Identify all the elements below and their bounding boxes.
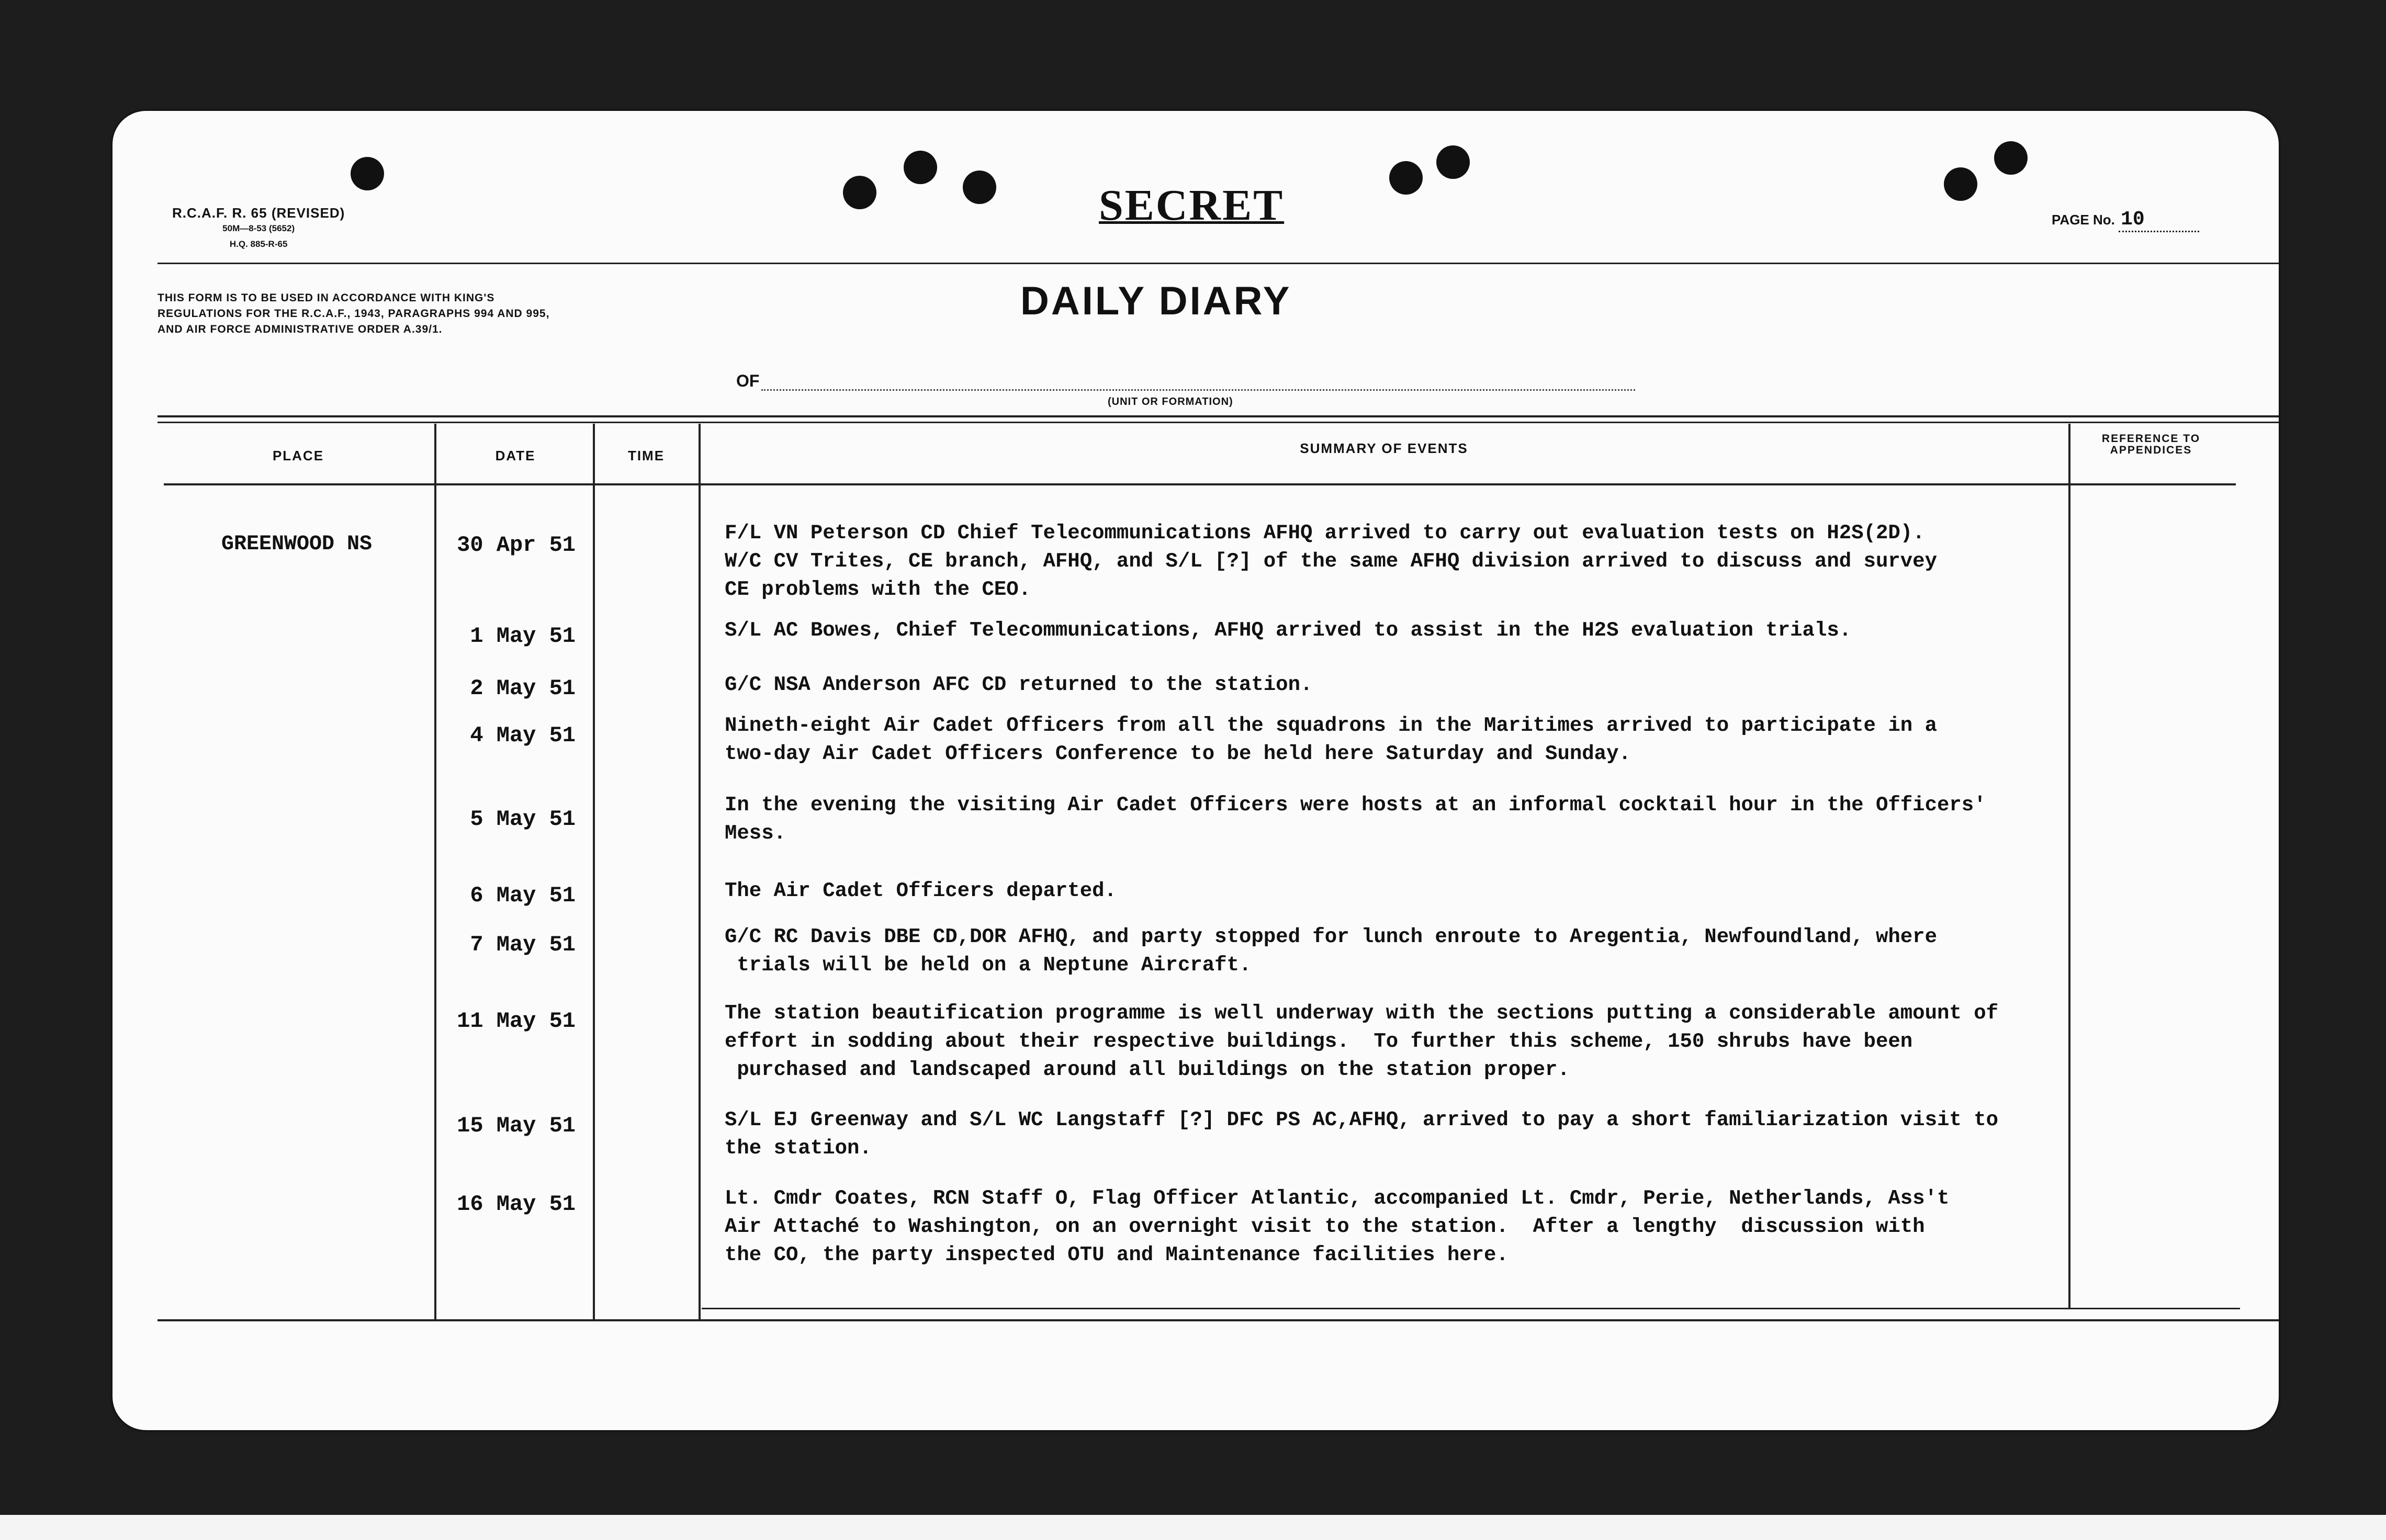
print-code: 50M—8-53 (5652) [222, 223, 295, 233]
page-number-value: 10 [2119, 208, 2199, 232]
entry-date: 5 May 51 [470, 807, 576, 832]
entry-summary: G/C NSA Anderson AFC CD returned to the station. [725, 673, 1313, 696]
entry-date: 6 May 51 [470, 883, 576, 908]
table-bottom-rule [157, 1319, 2279, 1321]
entry-date: 1 May 51 [470, 624, 576, 649]
page-number [2052, 208, 2199, 232]
place-cell: GREENWOOD NS [221, 533, 373, 556]
punch-hole [904, 151, 937, 184]
hq-code: H.Q. 885-R-65 [229, 239, 288, 249]
form-title: DAILY DIARY [1020, 279, 1292, 323]
entry-date: 16 May 51 [457, 1192, 576, 1217]
column-header-place: PLACE [272, 448, 324, 463]
entry-summary: S/L EJ Greenway and S/L WC Langstaff [?] DFC PS AC,AFHQ, arrived to pay a short familiarization visit to the station. [725, 1108, 1998, 1160]
punch-hole [1994, 141, 2028, 175]
punch-hole [1389, 161, 1423, 195]
form-id: R.C.A.F. R. 65 (REVISED) [172, 205, 345, 221]
entry-date: 30 Apr 51 [457, 533, 576, 558]
form-identifier [172, 205, 345, 252]
column-header-date: DATE [495, 448, 536, 463]
entry-date: 15 May 51 [457, 1113, 576, 1138]
of-label: OF [736, 371, 760, 390]
column-header-reference: REFERENCE TO APPENDICES [2101, 433, 2201, 456]
punch-hole [1436, 145, 1470, 179]
column-divider [593, 424, 595, 1319]
entry-date: 4 May 51 [470, 723, 576, 748]
entry-summary: S/L AC Bowes, Chief Telecommunications, AFHQ arrived to assist in the H2S evaluation trials. [725, 619, 1852, 642]
form-instructions: THIS FORM IS TO BE USED IN ACCORDANCE WITH KING'S REGULATIONS FOR THE R.C.A.F., 1943, PARAGRAPHS 994 AND 995, AND AIR FORCE ADMINISTRATIVE ORDER A.39/1. [157, 292, 550, 335]
page-label: PAGE No. [2052, 212, 2115, 228]
column-divider [699, 424, 701, 1319]
entry-summary: F/L VN Peterson CD Chief Telecommunications AFHQ arrived to carry out evaluation tests on H2S(2D). W/C CV Trites, CE branch, AFHQ, and S/L [?] of the same AFHQ division arrived to discuss and survey CE problems with the CEO. [725, 522, 1937, 601]
punch-hole [963, 171, 996, 204]
entry-date: 2 May 51 [470, 676, 576, 701]
entry-summary: The station beautification programme is well underway with the sections putting a considerable amount of effort in sodding about their respective buildings. To further this scheme, 150 shrubs have been purchased and landscaped around all buildings on the station proper. [725, 1002, 1998, 1081]
entry-summary: Lt. Cmdr Coates, RCN Staff O, Flag Officer Atlantic, accompanied Lt. Cmdr, Perie, Netherlands, Ass't Air Attaché to Washington, on an overnight visit to the station. After a lengthy discussion with the CO, the party inspected OTU and Maintenance facilities here. [725, 1187, 1950, 1266]
table-top-rule [157, 422, 2279, 423]
column-divider [2068, 424, 2070, 1309]
column-divider [434, 424, 436, 1319]
punch-hole [843, 176, 876, 209]
table-top-rule [157, 415, 2279, 417]
entry-date: 7 May 51 [470, 932, 576, 957]
unit-field [736, 371, 1635, 391]
classification-heading: SECRET [1099, 181, 1285, 230]
unit-caption: (UNIT OR FORMATION) [1108, 396, 1233, 407]
punch-hole [1944, 167, 1977, 201]
punch-hole [351, 157, 384, 190]
column-header-time: TIME [627, 448, 665, 463]
entry-date: 11 May 51 [457, 1009, 576, 1034]
unit-field-line [761, 389, 1635, 391]
summary-bottom-rule [702, 1308, 2240, 1309]
header-rule [164, 483, 2236, 485]
entry-summary: The Air Cadet Officers departed. [725, 879, 1117, 902]
entry-summary: Nineth-eight Air Cadet Officers from all the squadrons in the Maritimes arrived to participate in a two-day Air Cadet Officers Conference to be held here Saturday and Sunday. [725, 714, 1937, 765]
column-header-summary: SUMMARY OF EVENTS [1300, 440, 1468, 456]
divider [157, 263, 2279, 264]
entry-summary: G/C RC Davis DBE CD,DOR AFHQ, and party stopped for lunch enroute to Aregentia, Newfoundland, where trials will be held on a Neptune Aircraft. [725, 925, 1937, 977]
entry-summary: In the evening the visiting Air Cadet Officers were hosts at an informal cocktail hour in the Officers' Mess. [725, 794, 1986, 845]
diary-form-card [112, 111, 2279, 1430]
